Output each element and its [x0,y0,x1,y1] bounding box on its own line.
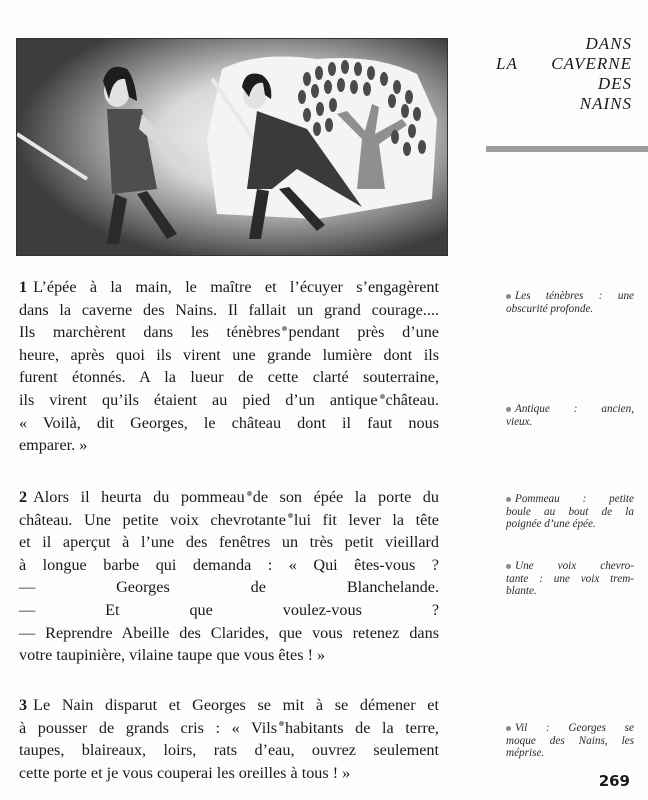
light-area [207,57,437,219]
note-marker-icon [506,564,511,569]
note-marker-icon [506,726,511,731]
gloss-line: moque des Nains, les [506,734,634,747]
chapter-title-line: DES [597,74,632,93]
text-line: château. Une petite voix chevrotante lui fit lever la tête [19,510,439,529]
chapter-title [472,34,632,114]
gloss-vil [506,722,634,760]
note-marker-icon [380,394,385,399]
gloss-line: boule au bout de la [506,505,634,518]
paragraph-number: 3 [19,696,28,714]
text-line: 2 Alors il heurta du pommeau de son épée la porte du [19,488,439,506]
gloss-line: vieux. [506,415,533,428]
text-line: votre taupinière, vilaine taupe que vous êtes ! » [19,646,326,665]
text-line: taupes, blaireaux, loirs, rats d’eau, ouvrez seulement [19,741,439,760]
text-line: à longue barbe qui demanda : « Qui êtes-vous ? [19,555,439,574]
text-line: emparer. » [19,436,88,455]
chapter-title-line [472,54,632,74]
note-marker-icon [506,407,511,412]
paragraph-1 [19,276,439,457]
gloss-line: Antique : ancien, [506,403,634,416]
illustration-art [17,39,447,255]
paragraph-number: 1 [19,278,28,296]
gloss-line: obscurité profonde. [506,302,594,315]
note-marker-icon [247,491,252,496]
note-marker-icon [506,294,511,299]
gloss-pommeau [506,493,634,531]
note-marker-icon [279,721,284,726]
gloss-antique [506,403,634,428]
text-line: — Reprendre Abeille des Clarides, que vous retenez dans [19,623,439,642]
page-number: 269 [598,772,630,790]
gloss-line: méprise. [506,747,545,759]
text-line: et il aperçut à l’une des fenêtres un très petit vieillard [19,533,439,552]
title-rule [486,146,648,152]
chapter-title-line: NAINS [579,94,632,113]
text-line: furent étonnés. A la lueur de cette clarté souterraine, [19,368,439,387]
gloss-line: Vil : Georges se [506,722,634,735]
paragraph-3 [19,694,439,784]
text-line: Ils marchèrent dans les ténèbres pendant près d’une [19,323,439,342]
text-line: dans la caverne des Nains. Il fallait un grand courage.... [19,300,439,319]
paragraph-2 [19,486,439,667]
text-line: à pousser de grands cris : « Vils habitants de la terre, [19,718,439,737]
note-marker-icon [288,513,293,518]
gloss-line: Les ténèbres : une [506,290,634,303]
text-line: — Et que voulez-vous ? [19,600,439,619]
text-line: « Voilà, dit Georges, le château dont il faut nous [19,413,439,432]
chapter-title-line: DANS [585,34,632,53]
gloss-line: Pommeau : petite [506,493,634,506]
text-line: heure, après quoi ils virent une grande lumière dont ils [19,345,439,364]
gloss-line: Une voix chevro- [506,560,634,573]
gloss-line: poignée d’une épée. [506,518,596,530]
paragraph-number: 2 [19,488,28,506]
text-line: cette porte et je vous couperai les oreilles à tous ! » [19,763,351,782]
note-marker-icon [282,326,287,331]
text-line: 1 L’épée à la main, le maître et l’écuyer s’engagèrent [19,278,439,296]
gloss-line: tante : une voix trem- [506,572,634,585]
gloss-tenebres [506,290,634,315]
gloss-chevrotante [506,560,634,598]
chapter-title-word: CAVERNE [551,54,632,73]
chapter-title-word: LA [496,54,518,73]
text-line: — Georges de Blanchelande. [19,578,439,597]
text-line: ils virent qu’ils étaient au pied d’un antique château. [19,390,439,409]
note-marker-icon [506,497,511,502]
text-line: 3 Le Nain disparut et Georges se mit à se démener et [19,696,439,714]
gloss-line: blante. [506,585,537,597]
illustration [16,38,448,256]
